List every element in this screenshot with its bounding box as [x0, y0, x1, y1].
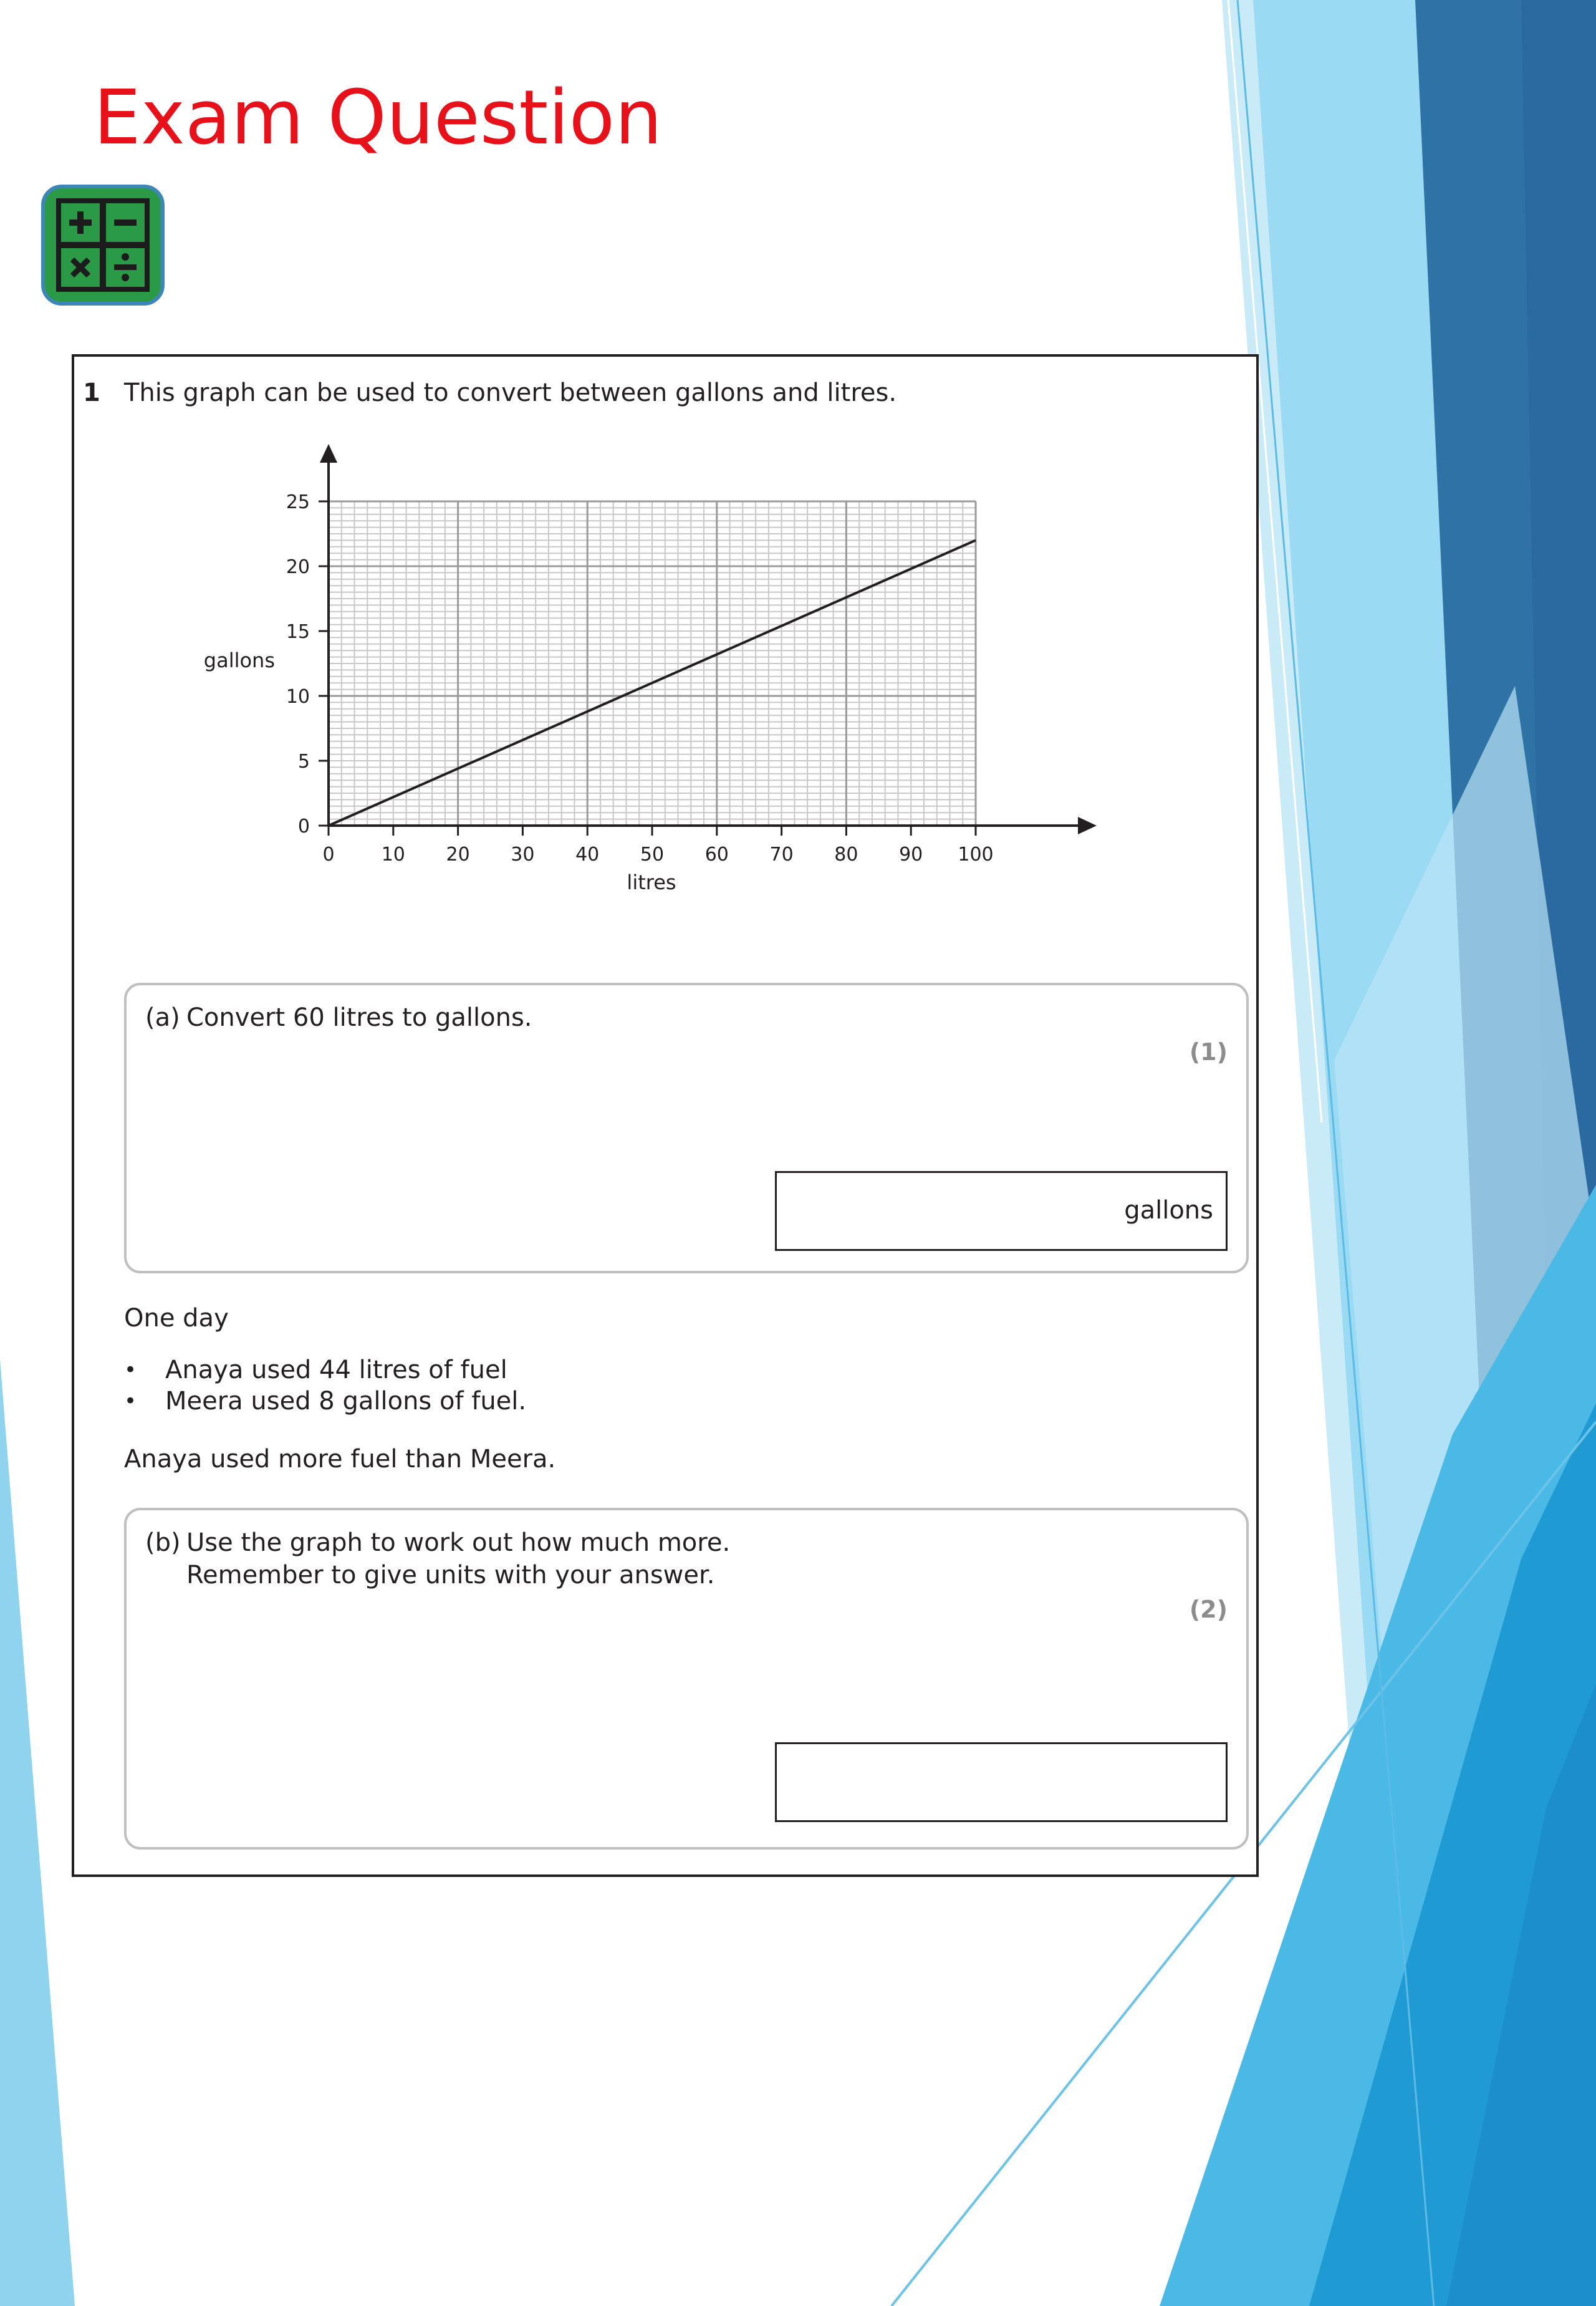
part-a-answer-unit: gallons	[1124, 1196, 1213, 1225]
x-tick-label: 90	[899, 844, 923, 866]
y-axis-label: gallons	[203, 649, 275, 672]
x-tick-label: 100	[958, 844, 994, 866]
x-tick-label: 50	[640, 844, 665, 866]
y-tick-label: 10	[286, 686, 310, 708]
question-number: 1	[83, 379, 100, 407]
y-tick-label: 25	[286, 491, 310, 513]
y-tick-label: 5	[297, 751, 310, 773]
x-tick-label: 80	[834, 844, 858, 866]
x-axis-label: litres	[627, 871, 676, 894]
question-text: This graph can be used to convert between gallons and litres.	[124, 379, 897, 407]
x-tick-label: 10	[381, 844, 405, 866]
x-tick-label: 60	[704, 844, 729, 866]
part-a-question: Convert 60 litres to gallons.	[186, 1003, 532, 1032]
part-b-reminder: Remember to give units with your answer.	[186, 1561, 715, 1590]
y-tick-label: 15	[286, 621, 310, 643]
list-item: • Meera used 8 gallons of fuel.	[124, 1386, 526, 1417]
conversion-graph	[74, 357, 1256, 918]
question-card	[72, 354, 1259, 1877]
x-tick-label: 70	[769, 844, 794, 866]
part-b-answer-box[interactable]	[775, 1742, 1228, 1822]
part-b-box	[124, 1508, 1249, 1850]
x-axis-arrow	[1078, 817, 1097, 834]
part-a-label: (a)	[145, 1003, 180, 1032]
x-tick-label: 0	[322, 844, 335, 866]
y-tick-label: 0	[297, 816, 310, 837]
part-b-marks: (2)	[1189, 1596, 1228, 1623]
x-tick-label: 30	[511, 844, 535, 866]
part-a-box	[124, 983, 1249, 1273]
part-b-label: (b)	[145, 1528, 181, 1557]
x-tick-label: 20	[446, 844, 470, 866]
y-tick-label: 20	[286, 556, 310, 578]
part-a-marks: (1)	[1189, 1038, 1228, 1066]
stem-statement: Anaya used more fuel than Meera.	[124, 1445, 556, 1474]
part-b-instruction: Use the graph to work out how much more.	[186, 1528, 731, 1557]
part-a-answer-box[interactable]	[775, 1171, 1228, 1251]
list-item: • Anaya used 44 litres of fuel	[124, 1354, 526, 1386]
slide-title: Exam Question	[94, 75, 663, 162]
x-tick-label: 40	[575, 844, 600, 866]
y-axis-arrow	[320, 444, 337, 463]
fuel-usage-list	[124, 1354, 526, 1417]
stem-intro: One day	[124, 1304, 229, 1333]
calculator-icon	[41, 185, 165, 306]
